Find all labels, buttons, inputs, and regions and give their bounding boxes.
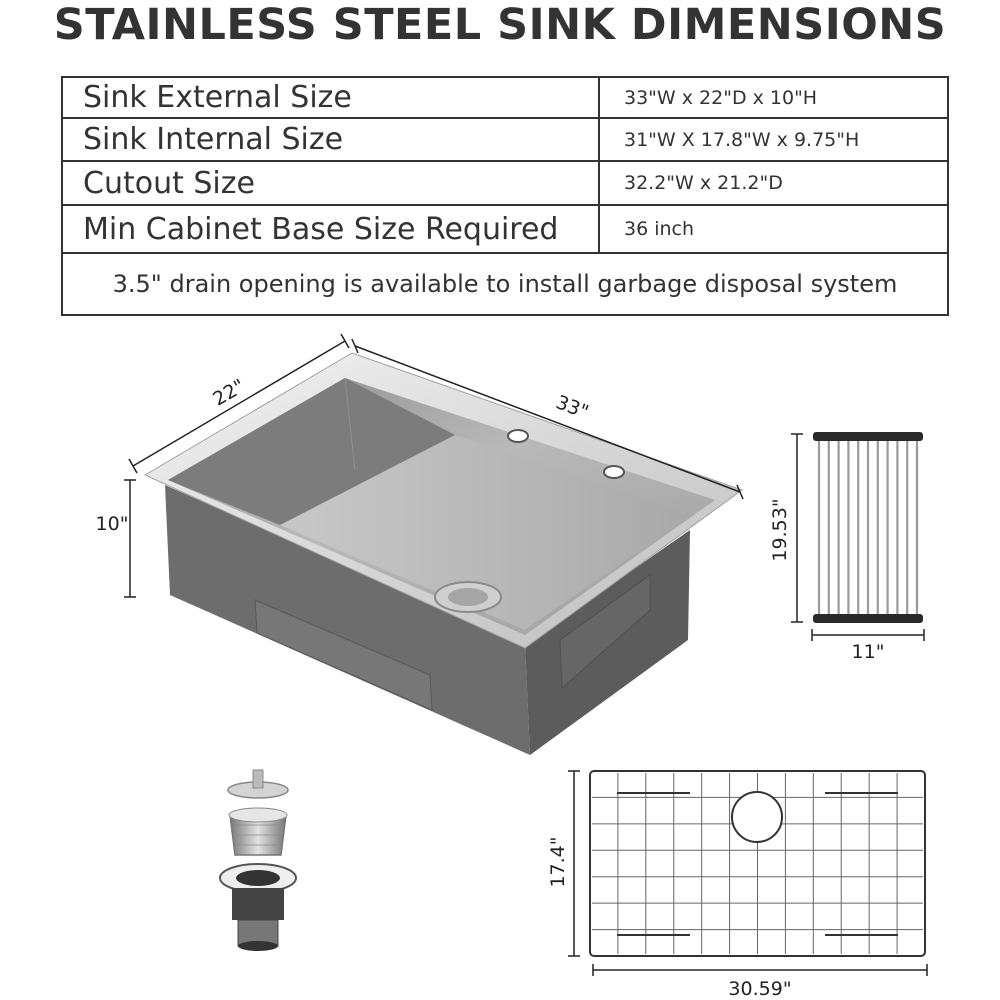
grid-width-label: 30.59"	[728, 978, 792, 1000]
spec-label: Sink External Size	[83, 80, 352, 115]
rack-height-label: 19.53"	[769, 498, 791, 562]
sink-width-label: 33"	[552, 391, 592, 424]
strainer-body	[232, 888, 284, 920]
page-title: STAINLESS STEEL SINK DIMENSIONS	[53, 0, 947, 50]
faucet-hole	[604, 466, 624, 478]
spec-value: 33"W x 22"D x 10"H	[598, 78, 947, 117]
roll-up-rack-image	[813, 432, 923, 623]
rack-rods	[819, 441, 917, 614]
rack-width-label: 11"	[851, 641, 885, 663]
grid-drain-cutout	[732, 792, 782, 842]
sink-height-label: 10"	[95, 513, 129, 535]
spec-value: 31"W X 17.8"W x 9.75"H	[598, 119, 947, 160]
spec-label: Min Cabinet Base Size Required	[83, 211, 559, 247]
spec-label: Sink Internal Size	[83, 122, 344, 157]
drain-note: 3.5" drain opening is available to install garbage disposal system	[112, 270, 898, 298]
sink-image	[145, 353, 742, 755]
sink-depth-label: 22"	[209, 375, 249, 411]
spec-value: 36 inch	[598, 206, 947, 252]
spec-label: Cutout Size	[83, 165, 255, 201]
grid-height-label: 17.4"	[547, 836, 569, 888]
spec-value: 32.2"W x 21.2"D	[598, 162, 947, 204]
faucet-hole	[508, 430, 528, 442]
bottom-grid-image	[590, 771, 925, 956]
strainer-image	[220, 770, 296, 951]
